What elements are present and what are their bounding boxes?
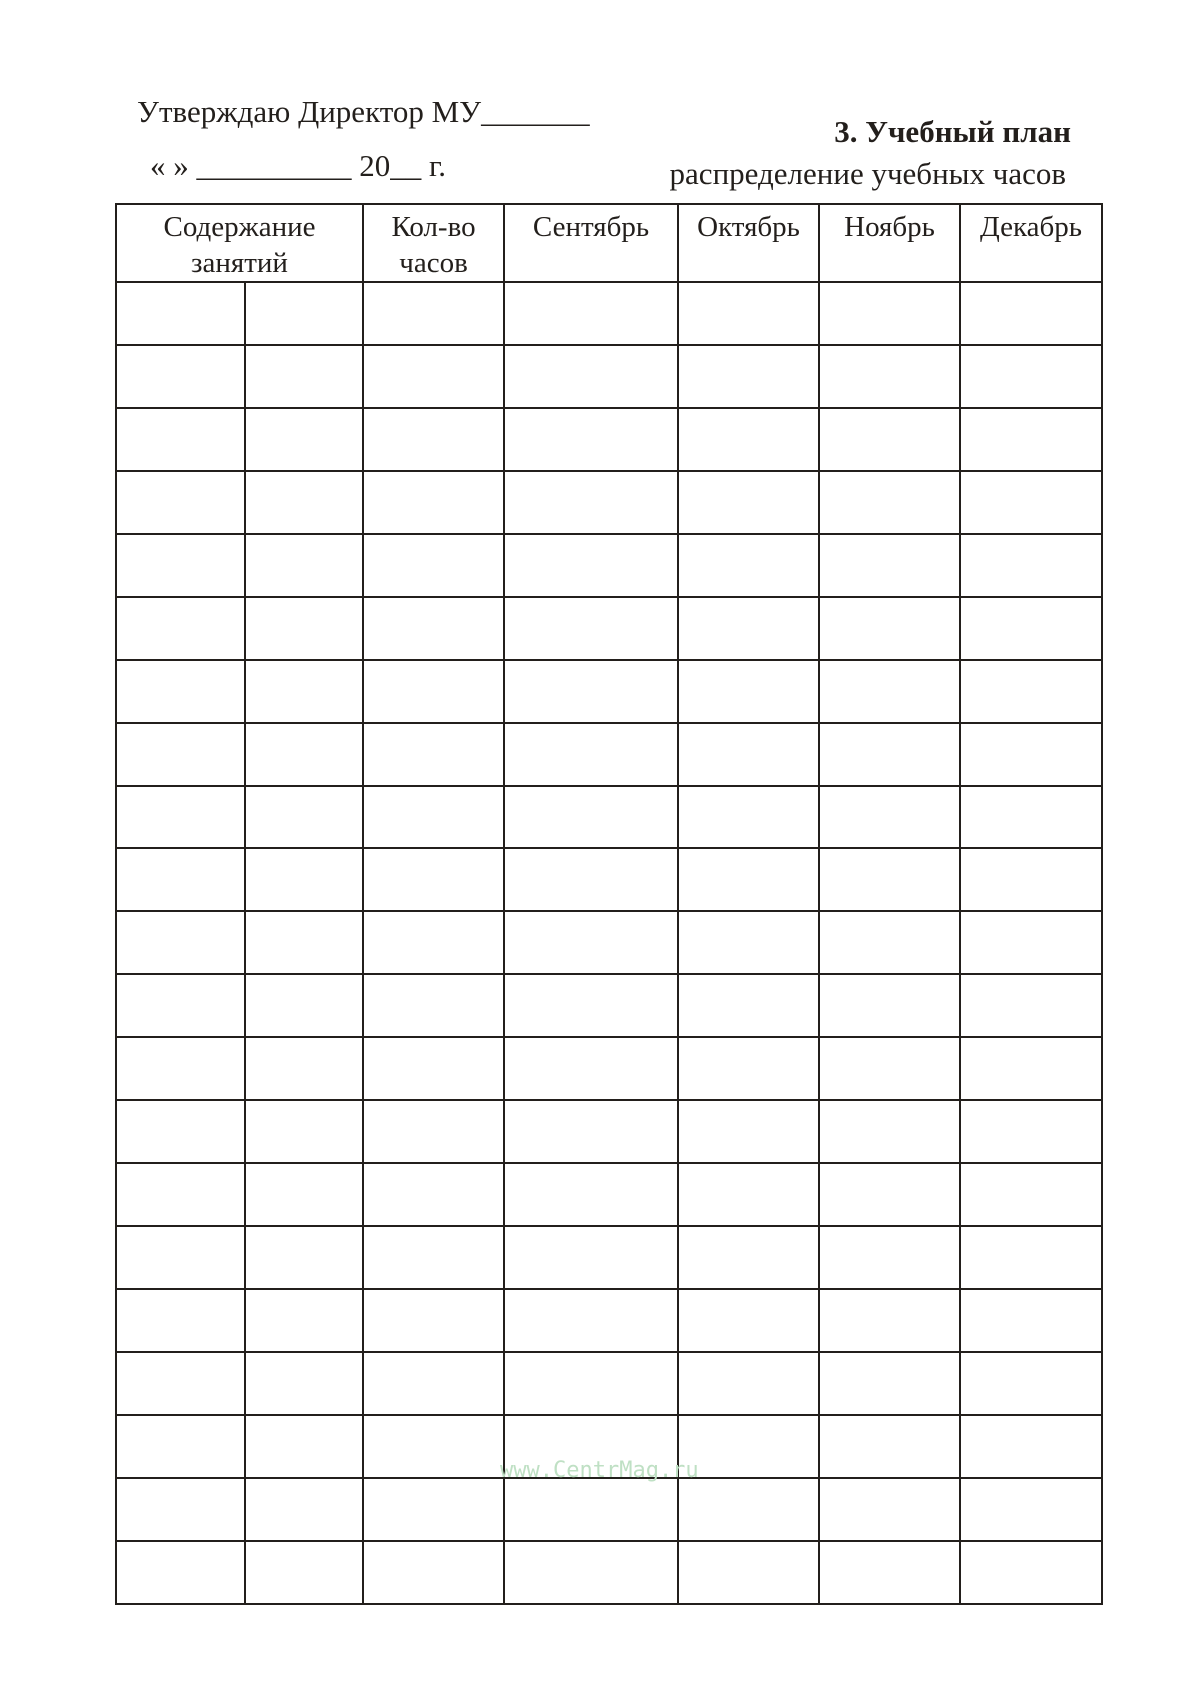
cell-content-b[interactable] xyxy=(245,471,363,534)
cell-hours[interactable] xyxy=(363,1352,504,1415)
table-row xyxy=(116,597,1102,660)
cell-october[interactable] xyxy=(678,597,819,660)
cell-content-b[interactable] xyxy=(245,408,363,471)
approval-line: Утверждаю Директор МУ_______ xyxy=(137,94,590,129)
cell-december[interactable] xyxy=(960,786,1102,849)
table-row xyxy=(116,1352,1102,1415)
cell-november[interactable] xyxy=(819,282,960,345)
table-row xyxy=(116,408,1102,471)
watermark: www.CentrMag.ru xyxy=(500,1458,699,1483)
table-row xyxy=(116,345,1102,408)
cell-content-a[interactable] xyxy=(116,660,245,723)
cell-hours[interactable] xyxy=(363,282,504,345)
cell-content-b[interactable] xyxy=(245,1352,363,1415)
cell-october[interactable] xyxy=(678,534,819,597)
cell-content-b[interactable] xyxy=(245,974,363,1037)
cell-content-a[interactable] xyxy=(116,1037,245,1100)
cell-hours[interactable] xyxy=(363,1163,504,1226)
cell-content-a[interactable] xyxy=(116,534,245,597)
cell-december[interactable] xyxy=(960,471,1102,534)
cell-september[interactable] xyxy=(504,786,678,849)
cell-content-b[interactable] xyxy=(245,1415,363,1478)
table-row xyxy=(116,534,1102,597)
cell-content-b[interactable] xyxy=(245,660,363,723)
cell-hours[interactable] xyxy=(363,786,504,849)
cell-october[interactable] xyxy=(678,1226,819,1289)
table-row xyxy=(116,1100,1102,1163)
cell-content-b[interactable] xyxy=(245,1226,363,1289)
cell-november[interactable] xyxy=(819,471,960,534)
cell-december[interactable] xyxy=(960,723,1102,786)
cell-content-a[interactable] xyxy=(116,848,245,911)
cell-december[interactable] xyxy=(960,1100,1102,1163)
cell-september[interactable] xyxy=(504,848,678,911)
column-header-hours xyxy=(363,204,504,282)
cell-hours[interactable] xyxy=(363,345,504,408)
cell-december[interactable] xyxy=(960,1289,1102,1352)
table-row xyxy=(116,282,1102,345)
column-header-december: Декабрь xyxy=(960,204,1102,282)
cell-hours[interactable] xyxy=(363,597,504,660)
cell-october[interactable] xyxy=(678,345,819,408)
cell-content-a[interactable] xyxy=(116,282,245,345)
cell-september[interactable] xyxy=(504,1226,678,1289)
cell-content-a[interactable] xyxy=(116,471,245,534)
cell-november[interactable] xyxy=(819,534,960,597)
cell-september[interactable] xyxy=(504,534,678,597)
cell-september[interactable] xyxy=(504,408,678,471)
cell-hours[interactable] xyxy=(363,1289,504,1352)
cell-december[interactable] xyxy=(960,345,1102,408)
cell-november[interactable] xyxy=(819,1352,960,1415)
cell-december[interactable] xyxy=(960,974,1102,1037)
cell-september[interactable] xyxy=(504,723,678,786)
cell-december[interactable] xyxy=(960,1352,1102,1415)
cell-november[interactable] xyxy=(819,1478,960,1541)
cell-october[interactable] xyxy=(678,282,819,345)
column-header-content xyxy=(116,204,363,282)
table-row xyxy=(116,660,1102,723)
table-row xyxy=(116,1541,1102,1604)
cell-october[interactable] xyxy=(678,1037,819,1100)
cell-december[interactable] xyxy=(960,408,1102,471)
cell-content-b[interactable] xyxy=(245,534,363,597)
cell-november[interactable] xyxy=(819,911,960,974)
cell-hours[interactable] xyxy=(363,1415,504,1478)
cell-hours[interactable] xyxy=(363,534,504,597)
cell-november[interactable] xyxy=(819,1163,960,1226)
approval-date-line: « » __________ 20__ г. xyxy=(150,148,446,183)
cell-hours[interactable] xyxy=(363,848,504,911)
cell-november[interactable] xyxy=(819,345,960,408)
cell-september[interactable] xyxy=(504,1163,678,1226)
cell-content-a[interactable] xyxy=(116,786,245,849)
cell-december[interactable] xyxy=(960,282,1102,345)
table-row xyxy=(116,1163,1102,1226)
table-header-row xyxy=(116,204,1102,282)
cell-content-b[interactable] xyxy=(245,1163,363,1226)
cell-november[interactable] xyxy=(819,1037,960,1100)
cell-hours[interactable] xyxy=(363,1037,504,1100)
cell-content-a[interactable] xyxy=(116,1100,245,1163)
cell-september[interactable] xyxy=(504,1037,678,1100)
cell-december[interactable] xyxy=(960,911,1102,974)
table-body xyxy=(116,282,1102,1604)
cell-content-a[interactable] xyxy=(116,345,245,408)
cell-content-a[interactable] xyxy=(116,1415,245,1478)
cell-content-b[interactable] xyxy=(245,282,363,345)
cell-content-b[interactable] xyxy=(245,911,363,974)
column-header-hours-line-1: Кол-во xyxy=(391,211,476,243)
page-subtitle: распределение учебных часов xyxy=(669,156,1066,191)
cell-hours[interactable] xyxy=(363,1478,504,1541)
cell-october[interactable] xyxy=(678,911,819,974)
table-row xyxy=(116,1037,1102,1100)
page-title: 3. Учебный план xyxy=(834,114,1071,149)
column-header-october: Октябрь xyxy=(678,204,819,282)
cell-september[interactable] xyxy=(504,1478,678,1541)
table-row xyxy=(116,723,1102,786)
column-header-content-line-2: занятий xyxy=(191,247,288,279)
cell-september[interactable] xyxy=(504,660,678,723)
cell-october[interactable] xyxy=(678,1163,819,1226)
cell-september[interactable] xyxy=(504,911,678,974)
cell-september[interactable] xyxy=(504,471,678,534)
cell-december[interactable] xyxy=(960,1226,1102,1289)
cell-hours[interactable] xyxy=(363,1226,504,1289)
cell-september[interactable] xyxy=(504,1352,678,1415)
cell-content-b[interactable] xyxy=(245,1541,363,1604)
table-row xyxy=(116,848,1102,911)
cell-october[interactable] xyxy=(678,1289,819,1352)
cell-october[interactable] xyxy=(678,974,819,1037)
cell-september[interactable] xyxy=(504,1100,678,1163)
cell-hours[interactable] xyxy=(363,1100,504,1163)
cell-october[interactable] xyxy=(678,660,819,723)
cell-content-a[interactable] xyxy=(116,1541,245,1604)
table-row xyxy=(116,974,1102,1037)
cell-november[interactable] xyxy=(819,786,960,849)
cell-november[interactable] xyxy=(819,723,960,786)
cell-october[interactable] xyxy=(678,1478,819,1541)
cell-september[interactable] xyxy=(504,345,678,408)
cell-october[interactable] xyxy=(678,723,819,786)
cell-content-a[interactable] xyxy=(116,723,245,786)
table-row xyxy=(116,1478,1102,1541)
cell-october[interactable] xyxy=(678,1352,819,1415)
study-plan-table xyxy=(115,203,1103,1605)
cell-content-a[interactable] xyxy=(116,1226,245,1289)
cell-december[interactable] xyxy=(960,660,1102,723)
cell-hours[interactable] xyxy=(363,660,504,723)
column-header-september: Сентябрь xyxy=(504,204,678,282)
cell-september[interactable] xyxy=(504,974,678,1037)
cell-content-a[interactable] xyxy=(116,597,245,660)
cell-content-b[interactable] xyxy=(245,1289,363,1352)
cell-september[interactable] xyxy=(504,282,678,345)
cell-october[interactable] xyxy=(678,1541,819,1604)
cell-september[interactable] xyxy=(504,1289,678,1352)
cell-content-b[interactable] xyxy=(245,1037,363,1100)
cell-hours[interactable] xyxy=(363,471,504,534)
cell-november[interactable] xyxy=(819,1226,960,1289)
cell-november[interactable] xyxy=(819,1541,960,1604)
cell-december[interactable] xyxy=(960,534,1102,597)
cell-november[interactable] xyxy=(819,974,960,1037)
cell-october[interactable] xyxy=(678,786,819,849)
cell-content-a[interactable] xyxy=(116,1163,245,1226)
cell-november[interactable] xyxy=(819,1415,960,1478)
cell-content-b[interactable] xyxy=(245,1478,363,1541)
cell-november[interactable] xyxy=(819,408,960,471)
table-row xyxy=(116,911,1102,974)
cell-content-a[interactable] xyxy=(116,1352,245,1415)
cell-hours[interactable] xyxy=(363,723,504,786)
cell-december[interactable] xyxy=(960,1415,1102,1478)
cell-november[interactable] xyxy=(819,848,960,911)
column-header-hours-line-2: часов xyxy=(399,247,468,279)
cell-hours[interactable] xyxy=(363,408,504,471)
table-row xyxy=(116,786,1102,849)
cell-content-b[interactable] xyxy=(245,848,363,911)
cell-october[interactable] xyxy=(678,408,819,471)
cell-october[interactable] xyxy=(678,1415,819,1478)
cell-october[interactable] xyxy=(678,848,819,911)
cell-september[interactable] xyxy=(504,597,678,660)
table-row xyxy=(116,1226,1102,1289)
cell-december[interactable] xyxy=(960,597,1102,660)
cell-december[interactable] xyxy=(960,1541,1102,1604)
cell-november[interactable] xyxy=(819,597,960,660)
cell-hours[interactable] xyxy=(363,974,504,1037)
cell-content-b[interactable] xyxy=(245,786,363,849)
cell-october[interactable] xyxy=(678,1100,819,1163)
table-row xyxy=(116,471,1102,534)
cell-november[interactable] xyxy=(819,660,960,723)
cell-december[interactable] xyxy=(960,1037,1102,1100)
cell-content-a[interactable] xyxy=(116,408,245,471)
column-header-november: Ноябрь xyxy=(819,204,960,282)
column-header-content-line-1: Содержание xyxy=(163,211,316,243)
cell-hours[interactable] xyxy=(363,1541,504,1604)
cell-december[interactable] xyxy=(960,1163,1102,1226)
cell-content-a[interactable] xyxy=(116,974,245,1037)
cell-september[interactable] xyxy=(504,1541,678,1604)
cell-december[interactable] xyxy=(960,1478,1102,1541)
cell-content-b[interactable] xyxy=(245,1100,363,1163)
cell-content-a[interactable] xyxy=(116,911,245,974)
cell-content-b[interactable] xyxy=(245,345,363,408)
cell-hours[interactable] xyxy=(363,911,504,974)
cell-december[interactable] xyxy=(960,848,1102,911)
cell-october[interactable] xyxy=(678,471,819,534)
cell-november[interactable] xyxy=(819,1100,960,1163)
table-row xyxy=(116,1289,1102,1352)
cell-content-a[interactable] xyxy=(116,1478,245,1541)
cell-content-b[interactable] xyxy=(245,597,363,660)
cell-november[interactable] xyxy=(819,1289,960,1352)
cell-content-a[interactable] xyxy=(116,1289,245,1352)
cell-content-b[interactable] xyxy=(245,723,363,786)
